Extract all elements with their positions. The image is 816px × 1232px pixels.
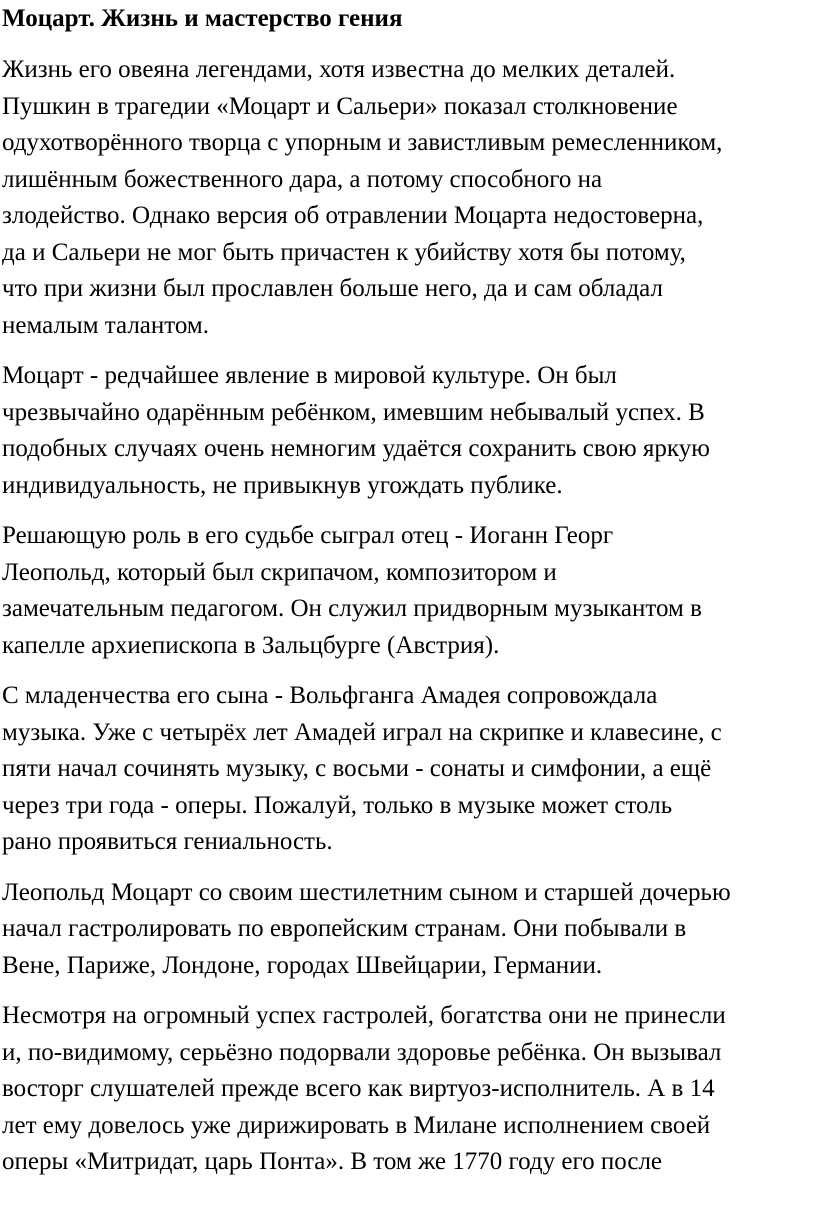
text-line: лет ему довелось уже дирижировать в Милане исполнением своей	[2, 1111, 711, 1139]
text-line: Пушкин в трагедии «Моцарт и Сальери» показал столкновение	[2, 92, 678, 120]
text-line: начал гастролировать по европейским странам. Они побывали в	[2, 915, 687, 942]
text-line: да и Сальери не мог быть причастен к убийству хотя бы потому,	[2, 238, 686, 266]
text-line: Леопольд Моцарт со своим шестилетним сыном и старшей дочерью	[2, 878, 731, 906]
text-line: Решающую роль в его судьбе сыграл отец - Иоганн Георг	[2, 522, 614, 549]
text-line: Леопольд, который был скрипачом, композитором и	[2, 558, 557, 586]
text-line: что при жизни был прославлен больше него, да и сам обладал	[2, 275, 663, 302]
document-title: Моцарт. Жизнь и мастерство гения	[2, 5, 403, 32]
text-line: рано проявиться гениальность.	[2, 828, 333, 855]
paragraph-phenomenon	[2, 358, 814, 504]
paragraph-father	[2, 518, 814, 664]
text-line: восторг слушателей прежде всего как виртуоз-исполнитель. А в 14	[2, 1075, 715, 1102]
paragraph-success	[2, 998, 814, 1181]
text-line: пяти начал сочинять музыку, с восьми - сонаты и симфонии, а ещё	[2, 755, 712, 782]
text-line: одухотворённого творца с упорным и завистливым ремесленником,	[2, 129, 723, 156]
text-line: лишённым божественного дара, а потому способного на	[2, 165, 603, 193]
paragraph-tours	[2, 875, 814, 985]
paragraph-spacer	[2, 504, 814, 518]
paragraph-spacer	[2, 861, 814, 875]
text-line: капелле архиепископа в Зальцбурге (Австрия).	[2, 631, 500, 659]
text-line: через три года - оперы. Пожалуй, только в музыке может столь	[2, 791, 673, 819]
paragraph-spacer	[2, 984, 814, 998]
paragraph-legends	[2, 52, 814, 344]
paragraph-spacer	[2, 36, 814, 52]
paragraph-spacer	[2, 664, 814, 678]
text-line: чрезвычайно одарённым ребёнком, имевшим небывалый успех. В	[2, 398, 705, 426]
text-line: музыка. Уже с четырёх лет Амадей играл на скрипке и клавесине, с	[2, 718, 722, 746]
text-line: Несмотря на огромный успех гастролей, богатства они не принесли	[2, 1002, 726, 1029]
document-page	[2, 0, 814, 1181]
text-line: индивидуальность, не привыкнув угождать публике.	[2, 471, 563, 499]
paragraph-childhood	[2, 678, 814, 861]
text-line: подобных случаях очень немногим удаётся сохранить свою яркую	[2, 435, 710, 462]
text-line: и, по-видимому, серьёзно подорвали здоровье ребёнка. Он вызывал	[2, 1038, 722, 1066]
text-line: злодейство. Однако версия об отравлении Моцарта недостоверна,	[2, 202, 704, 229]
text-line: Моцарт - редчайшее явление в мировой культуре. Он был	[2, 362, 617, 389]
text-line: замечательным педагогом. Он служил придворным музыкантом в	[2, 595, 702, 622]
text-line: оперы «Митридат, царь Понта». В том же 1770 году его после	[2, 1148, 663, 1175]
text-line: немалым талантом.	[2, 311, 209, 339]
text-line: С младенчества его сына - Вольфганга Амадея сопровождала	[2, 682, 658, 709]
paragraph-spacer	[2, 344, 814, 358]
text-line: Вене, Париже, Лондоне, городах Швейцарии, Германии.	[2, 951, 603, 979]
text-line: Жизнь его овеяна легендами, хотя известна до мелких деталей.	[2, 56, 676, 83]
